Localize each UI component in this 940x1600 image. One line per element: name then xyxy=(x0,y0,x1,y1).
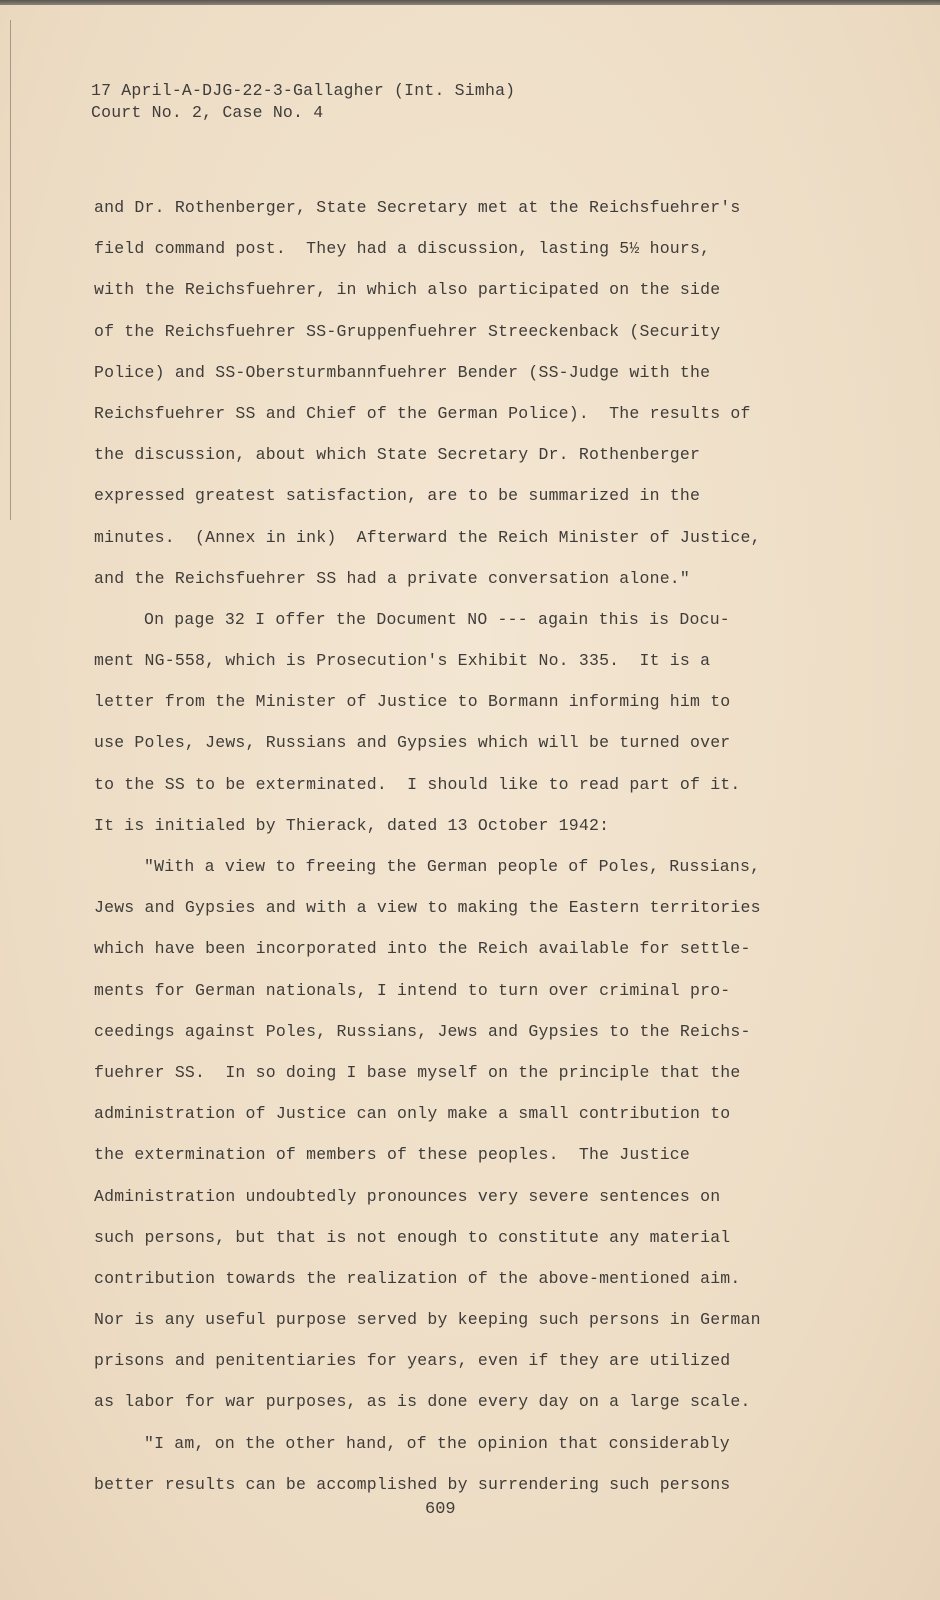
transcript-line: Nor is any useful purpose served by keeping such persons in German xyxy=(94,1310,761,1330)
transcript-line: Jews and Gypsies and with a view to making the Eastern territories xyxy=(94,898,761,918)
transcript-line: fuehrer SS. In so doing I base myself on the principle that the xyxy=(94,1062,741,1082)
document-header xyxy=(91,80,515,124)
header-line-2: Court No. 2, Case No. 4 xyxy=(91,103,324,122)
transcript-line: with the Reichsfuehrer, in which also participated on the side xyxy=(94,280,721,300)
transcript-line: and Dr. Rothenberger, State Secretary met at the Reichsfuehrer's xyxy=(94,198,741,217)
transcript-line: contribution towards the realization of the above-mentioned aim. xyxy=(94,1268,741,1288)
transcript-line: to the SS to be exterminated. I should like to read part of it. xyxy=(94,774,741,794)
transcript-line: minutes. (Annex in ink) Afterward the Reich Minister of Justice, xyxy=(94,527,761,547)
transcript-line: Police) and SS-Obersturmbannfuehrer Bender (SS-Judge with the xyxy=(94,362,711,382)
transcript-line: "With a view to freeing the German people of Poles, Russians, xyxy=(144,857,761,876)
transcript-line: ments for German nationals, I intend to turn over criminal pro- xyxy=(94,980,731,1000)
transcript-line: such persons, but that is not enough to constitute any material xyxy=(94,1227,731,1247)
transcript-line: administration of Justice can only make a small contribution to xyxy=(94,1104,731,1124)
page-left-edge xyxy=(10,20,11,520)
transcript-line: ceedings against Poles, Russians, Jews and Gypsies to the Reichs- xyxy=(94,1021,751,1041)
transcript-line: Reichsfuehrer SS and Chief of the German Police). The results of xyxy=(94,403,751,423)
transcript-line: and the Reichsfuehrer SS had a private conversation alone." xyxy=(94,568,690,588)
transcript-line: use Poles, Jews, Russians and Gypsies which will be turned over xyxy=(94,733,731,753)
page-number: 609 xyxy=(425,1500,456,1519)
transcript-line: the discussion, about which State Secretary Dr. Rothenberger xyxy=(94,445,701,465)
transcript-line: field command post. They had a discussion, lasting 5½ hours, xyxy=(94,239,711,259)
transcript-line: the extermination of members of these peoples. The Justice xyxy=(94,1145,690,1165)
transcript-line: as labor for war purposes, as is done every day on a large scale. xyxy=(94,1392,751,1412)
transcript-line: better results can be accomplished by surrendering such persons xyxy=(94,1474,731,1494)
transcript-line: of the Reichsfuehrer SS-Gruppenfuehrer Streeckenback (Security xyxy=(94,321,721,341)
transcript-line: "I am, on the other hand, of the opinion that considerably xyxy=(144,1433,730,1453)
page-top-edge xyxy=(0,0,940,5)
transcript-line: It is initialed by Thierack, dated 13 October 1942: xyxy=(94,815,610,835)
transcript-line: On page 32 I offer the Document NO --- again this is Docu- xyxy=(144,609,730,629)
transcript-line: letter from the Minister of Justice to Bormann informing him to xyxy=(94,692,731,712)
transcript-line: which have been incorporated into the Reich available for settle- xyxy=(94,939,751,959)
transcript-line: ment NG-558, which is Prosecution's Exhibit No. 335. It is a xyxy=(94,651,711,671)
transcript-line: Administration undoubtedly pronounces very severe sentences on xyxy=(94,1186,721,1206)
transcript-line: prisons and penitentiaries for years, even if they are utilized xyxy=(94,1351,731,1371)
transcript-line: expressed greatest satisfaction, are to be summarized in the xyxy=(94,486,701,506)
transcript-body xyxy=(94,198,794,1516)
header-line-1: 17 April-A-DJG-22-3-Gallagher (Int. Simha) xyxy=(91,81,516,100)
